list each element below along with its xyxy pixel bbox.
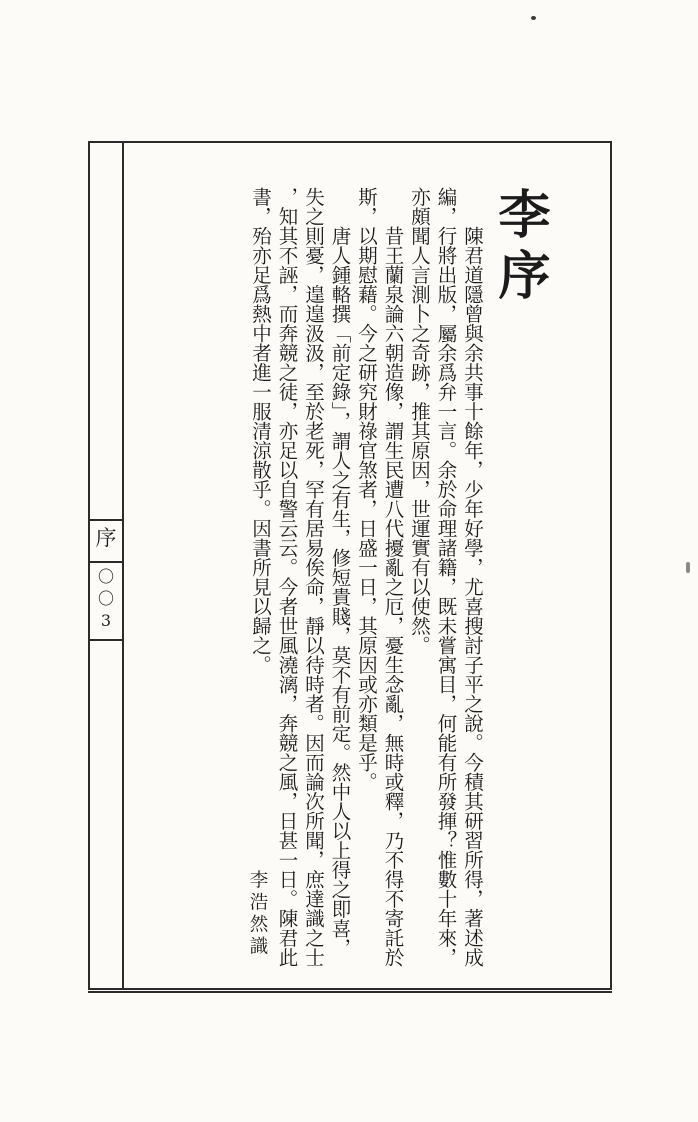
- page-number-digit: 〇: [97, 589, 114, 608]
- body-paragraph-1: 陳君道隱曾與余共事十餘年，少年好學，尤喜搜討子平之說。今積其研習所得，著述成編，行將出版，屬余爲弁一言。余於命理諸籍，既未嘗寓目，何能有所發揮？惟數十年來，亦頗聞人言測卜之奇跡，推其原因，世運實有以使然。: [408, 187, 482, 967]
- signature: 李浩然識: [247, 870, 267, 958]
- margin-box-rule-top: [90, 519, 122, 521]
- page-number-digit: 〇: [97, 567, 114, 586]
- page-title: 李序: [489, 187, 550, 309]
- body-text: [246, 187, 569, 967]
- page-number-digit: 3: [100, 611, 112, 630]
- frame-bottom-rule: [88, 991, 612, 993]
- margin-column-divider: [122, 143, 124, 988]
- margin-page-number: [90, 567, 122, 631]
- text-frame: [88, 141, 612, 990]
- scan-edge-mark-icon: [686, 562, 690, 573]
- body-paragraph-2: 昔王蘭泉論六朝造像，謂生民遭八代擾亂之厄，憂生念亂，無時或釋，乃不得不寄託於斯，以期慰藉。今之研究財祿官煞者，日盛一日，其原因或亦類是乎。: [355, 187, 403, 967]
- scan-speck-icon: [531, 16, 536, 20]
- body-paragraph-3: 唐人鍾輅撰「前定錄」，謂人之有生，修短貴賤，莫不有前定。然中人以上得之即喜，失之則憂，遑遑汲汲，至於老死，罕有居易俟命，靜以待時者。因而論次所聞，庶達識之士，知其不誣，而奔競之徒，亦足以自警云云。今者世風澆漓，奔競之風，日甚一日。陳君此書，殆亦足爲熱中者進一服清涼散乎。因書所見以歸之。: [249, 187, 350, 967]
- margin-box-rule-bottom: [90, 639, 122, 641]
- margin-section-label: 序: [95, 526, 117, 550]
- margin-box-rule-middle: [90, 561, 122, 563]
